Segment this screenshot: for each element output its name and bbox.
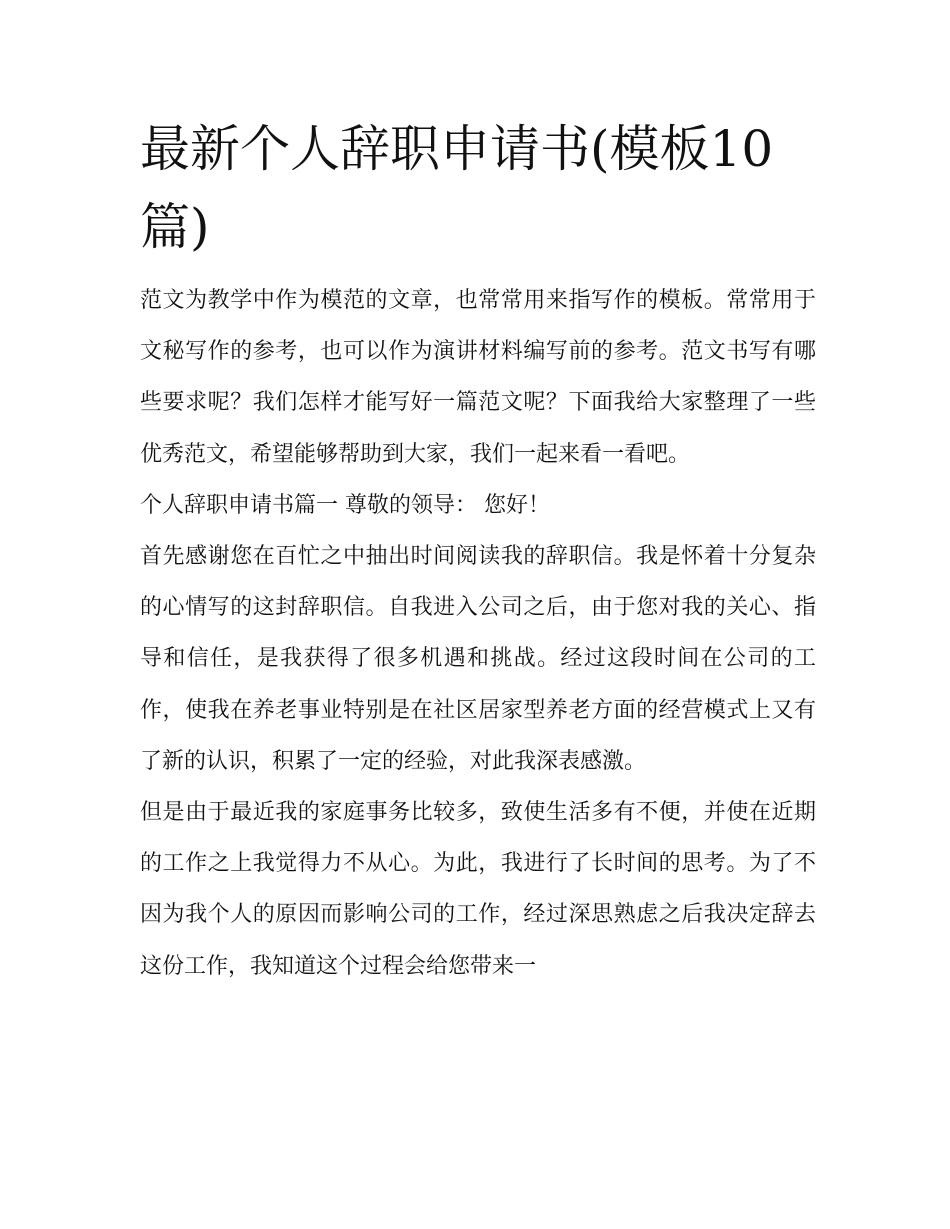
resignation-reason-paragraph: 但是由于最近我的家庭事务比较多，致使生活多有不便，并使在近期的工作之上我觉得力不从心。为此，我进行了长时间的思考。为了不因为我个人的原因而影响公司的工作，经过深思熟虑之后我决定辞去这份工作，我知道这个过程会给您带来一 [140, 800, 816, 979]
document-body [140, 275, 816, 992]
letter-heading-paragraph: 个人辞职申请书篇一 尊敬的领导： 您好！ [140, 492, 550, 518]
intro-paragraph: 范文为教学中作为模范的文章，也常常用来指写作的模板。常常用于文秘写作的参考，也可以作为演讲材料编写前的参考。范文书写有哪些要求呢？我们怎样才能写好一篇范文呢？下面我给大家整理了一些优秀范文，希望能够帮助到大家，我们一起来看一看吧。 [140, 288, 816, 467]
gratitude-paragraph: 首先感谢您在百忙之中抽出时间阅读我的辞职信。我是怀着十分复杂的心情写的这封辞职信。自我进入公司之后，由于您对我的关心、指导和信任，是我获得了很多机遇和挑战。经过这段时间在公司的工作，使我在养老事业特别是在社区居家型养老方面的经营模式上又有了新的认识，积累了一定的经验，对此我深表感激。 [140, 544, 816, 774]
document-title: 最新个人辞职申请书(模板10篇) [140, 120, 774, 256]
